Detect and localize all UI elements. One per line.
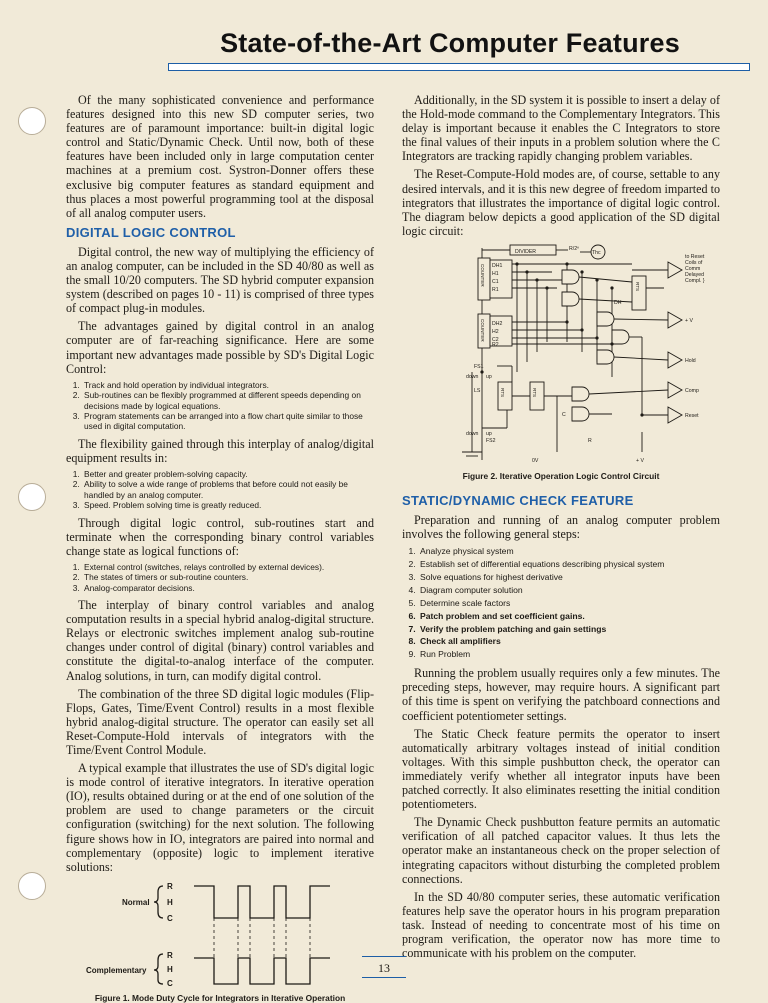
- fs2-label: FS2: [486, 437, 496, 444]
- c2-label: C2: [492, 336, 499, 343]
- list-item: 2. Ability to solve a wide range of problems that before could not easily be handled by an analog computer.: [82, 479, 374, 500]
- list-item: 3. Program statements can be arranged into a flow chart quite similar to those used in digital computation.: [82, 411, 374, 432]
- list-item: 6. Patch problem and set coefficient gains.: [418, 610, 720, 623]
- paragraph: The interplay of binary control variables and analog computation results in a special hybrid analog-digital structure. Relays or electronic switches implement analog sub-routine changes under control of digital (binary) control variables and constitute the digital-to-analog interface of the computer. Analog solutions, in turn, can modify digital control.: [66, 598, 374, 683]
- list-item: 1. Better and greater problem-solving capacity.: [82, 469, 374, 479]
- ls-label: LS: [474, 387, 481, 394]
- page-number: 13: [362, 956, 406, 976]
- binder-hole: [18, 107, 46, 135]
- list-item: 1. External control (switches, relays controlled by external devices).: [82, 562, 374, 572]
- figure-2-caption: Figure 2. Iterative Operation Logic Control Circuit: [462, 470, 660, 481]
- title-rule: [168, 63, 750, 71]
- list-item: 4. Diagram computer solution: [418, 584, 720, 597]
- list-item: 3. Analog-comparator decisions.: [82, 583, 374, 593]
- list-item: 5. Determine scale factors: [418, 597, 720, 610]
- gate-c-label: C: [562, 411, 566, 418]
- reset-label: Reset: [685, 412, 699, 419]
- paragraph: The Dynamic Check pushbutton feature permits an automatic verification of all patched capacitor values. It thus lets the operator make an instantaneous check on the proper selection of integrating capacitors without disturbing the completed problem connections.: [402, 815, 720, 886]
- divider-label: DIVIDER: [515, 248, 537, 255]
- gate-r-label: R: [588, 437, 592, 444]
- h1-label: H1: [492, 270, 499, 277]
- nhc-label: Thc: [592, 249, 601, 256]
- level-r: R: [167, 950, 173, 960]
- results-list: [66, 469, 374, 511]
- r2-label: R2: [492, 341, 499, 348]
- zero-v-label: 0V: [532, 457, 539, 464]
- plus-v-label: + V: [685, 317, 693, 324]
- list-item: 2. The states of timers or sub-routine counters.: [82, 572, 374, 582]
- comp-label: Comp: [685, 387, 699, 394]
- paragraph: The combination of the three SD digital logic modules (Flip-Flops, Gates, Time/Event Control) results in a most flexible hybrid analog-digital structure. The operator can easily set all Reset-Compute-Hold intervals of integrators with the Time/Event Control Module.: [66, 686, 374, 757]
- to-reset-label: to Reset: [685, 253, 705, 260]
- paragraph: The flexibility gained through this interplay of analog/digital equipment results in:: [66, 436, 374, 465]
- page-title: State-of-the-Art Computer Features: [220, 28, 680, 58]
- list-item: 1. Track and hold operation by individual integrators.: [82, 380, 374, 390]
- clock-label: R/2ⁿ: [569, 245, 579, 252]
- level-h: H: [167, 964, 173, 974]
- c1-label: C1: [492, 278, 499, 285]
- section-heading-digital-logic: DIGITAL LOGIC CONTROL: [66, 224, 236, 240]
- right-column: [402, 93, 720, 964]
- level-r: R: [167, 881, 173, 891]
- counter-2-label: COUNTER: [480, 318, 485, 342]
- comm-label: Comm: [685, 265, 701, 272]
- figure-1-caption: Figure 1. Mode Duty Cycle for Integrators in Iterative Operation: [94, 992, 346, 1003]
- binder-hole: [18, 872, 46, 900]
- level-h: H: [167, 897, 173, 907]
- advantages-list: [66, 380, 374, 432]
- list-item: 2. Establish set of differential equations describing physical system: [418, 558, 720, 571]
- paragraph: The advantages gained by digital control in an analog computer are of far-reaching significance. Here are some important new advantages made possible by SD's Digital Logic Control:: [66, 319, 374, 376]
- h2-label: H2: [492, 328, 499, 335]
- delayed-label: Delayed: [685, 271, 705, 278]
- list-item: 7. Verify the problem patching and gain settings: [418, 623, 720, 636]
- figure-2-logic-circuit: [402, 242, 720, 468]
- binder-hole: [18, 483, 46, 511]
- level-c: C: [167, 913, 173, 923]
- paragraph: Digital control, the new way of multiplying the efficiency of an analog computer, can be included in the SD 40/80 as well as the small 10/20 computers. The SD hybrid computer expansion system (described on pages 10 - 11) is comprised of three types of compact plug-in modules.: [66, 244, 374, 316]
- page-number-rule: [362, 977, 406, 978]
- counter-1-label: COUNTER: [480, 263, 485, 287]
- rts-label: RTS: [500, 387, 505, 398]
- coils-of-label: Coils of: [685, 259, 703, 266]
- paragraph: Preparation and running of an analog computer problem involves the following general steps:: [402, 512, 720, 542]
- functions-list: [66, 562, 374, 593]
- complementary-label: Complementary: [86, 965, 147, 975]
- paragraph: The Static Check feature permits the operator to insert automatically arbitrary voltages instead of initial condition voltages. With this simple pushbutton check, the operator can immediately verify whether all integrator inputs have been patched correctly. It also eliminates resetting the initial condition potentiometers.: [402, 726, 720, 812]
- paragraph: In the SD 40/80 computer series, these automatic verification features help save the operator hours in his program preparation task. Instead of needing to concentrate most of his time on program verification, the operator now has more time to communicate with his problem on the computer.: [402, 889, 720, 961]
- rts-label: RTS: [635, 281, 640, 292]
- paragraph: Running the problem usually requires only a few minutes. The preceding steps, however, may require hours. A significant part of this time is spent on verifying the patchboard connections and coefficient potentiometer settings.: [402, 666, 720, 723]
- fs1-label: FS1: [474, 363, 484, 370]
- paragraph: Through digital logic control, sub-routines start and terminate when the corresponding binary control variables change state as logical functions of:: [66, 515, 374, 558]
- steps-list: [402, 545, 720, 661]
- up-label: up: [486, 373, 492, 380]
- level-c: C: [167, 978, 173, 988]
- down-label: down: [466, 373, 479, 380]
- hold-label: Hold: [685, 357, 696, 364]
- list-item: 9. Run Problem: [418, 648, 720, 661]
- dh2-label: DH2: [492, 320, 503, 327]
- list-item: 8. Check all amplifiers: [418, 635, 720, 648]
- list-item: 3. Solve equations for highest derivative: [418, 571, 720, 584]
- down-label: down: [466, 430, 479, 437]
- dh-label: DH: [614, 299, 622, 306]
- section-heading-static-dynamic: STATIC/DYNAMIC CHECK FEATURE: [402, 492, 634, 508]
- compl-label: Compl. }: [685, 277, 705, 284]
- left-column: [66, 93, 374, 1003]
- paragraph: A typical example that illustrates the use of SD's digital logic is mode control of iterative integrators. In iterative operation (IO), results obtained during or at the end of one solution of the problem are used to change parameters or the circuit configuration (switching) for the next solution. The following figure shows how in IO, integrators are paired into normal and complementary (opposite) logic to implement iterative solutions:: [66, 761, 374, 874]
- r1-label: R1: [492, 286, 499, 293]
- intro-paragraph: Of the many sophisticated convenience and performance features designed into this new SD computer series, two features are of paramount importance: built-in digital logic control and Static/Dynamic Check. Until now, both of these features have been included only in large computation center machines at a premium cost. Systron-Donner offers these exclusive big computer features as standard equipment and thus places a most powerful programming tool at the disposal of all analog computer users.: [66, 93, 374, 220]
- rts-label: RTS: [532, 387, 537, 398]
- list-item: 2. Sub-routines can be flexibly programmed at different speeds depending on decisions made by logical equations.: [82, 390, 374, 411]
- plus-v-bottom-label: + V: [636, 457, 644, 464]
- up-label: up: [486, 430, 492, 437]
- list-item: 1. Analyze physical system: [418, 545, 720, 558]
- paragraph: The Reset-Compute-Hold modes are, of course, settable to any desired intervals, and it is this new degree of freedom imparted to integrators that illustrates the importance of digital logic control. The diagram below depicts a good application of the SD digital logic circuit:: [402, 167, 720, 238]
- figure-1-duty-cycle: [66, 878, 374, 988]
- dh1-label: DH1: [492, 262, 503, 269]
- paragraph: Additionally, in the SD system it is possible to insert a delay of the Hold-mode command to the Complementary Integrators. This delay is important because it enables the C Integrators to store the final values of their inputs in a problem solution where the C Integrators are tracking rapidly changing problem variables.: [402, 93, 720, 164]
- normal-label: Normal: [122, 897, 150, 907]
- list-item: 3. Speed. Problem solving time is greatly reduced.: [82, 500, 374, 510]
